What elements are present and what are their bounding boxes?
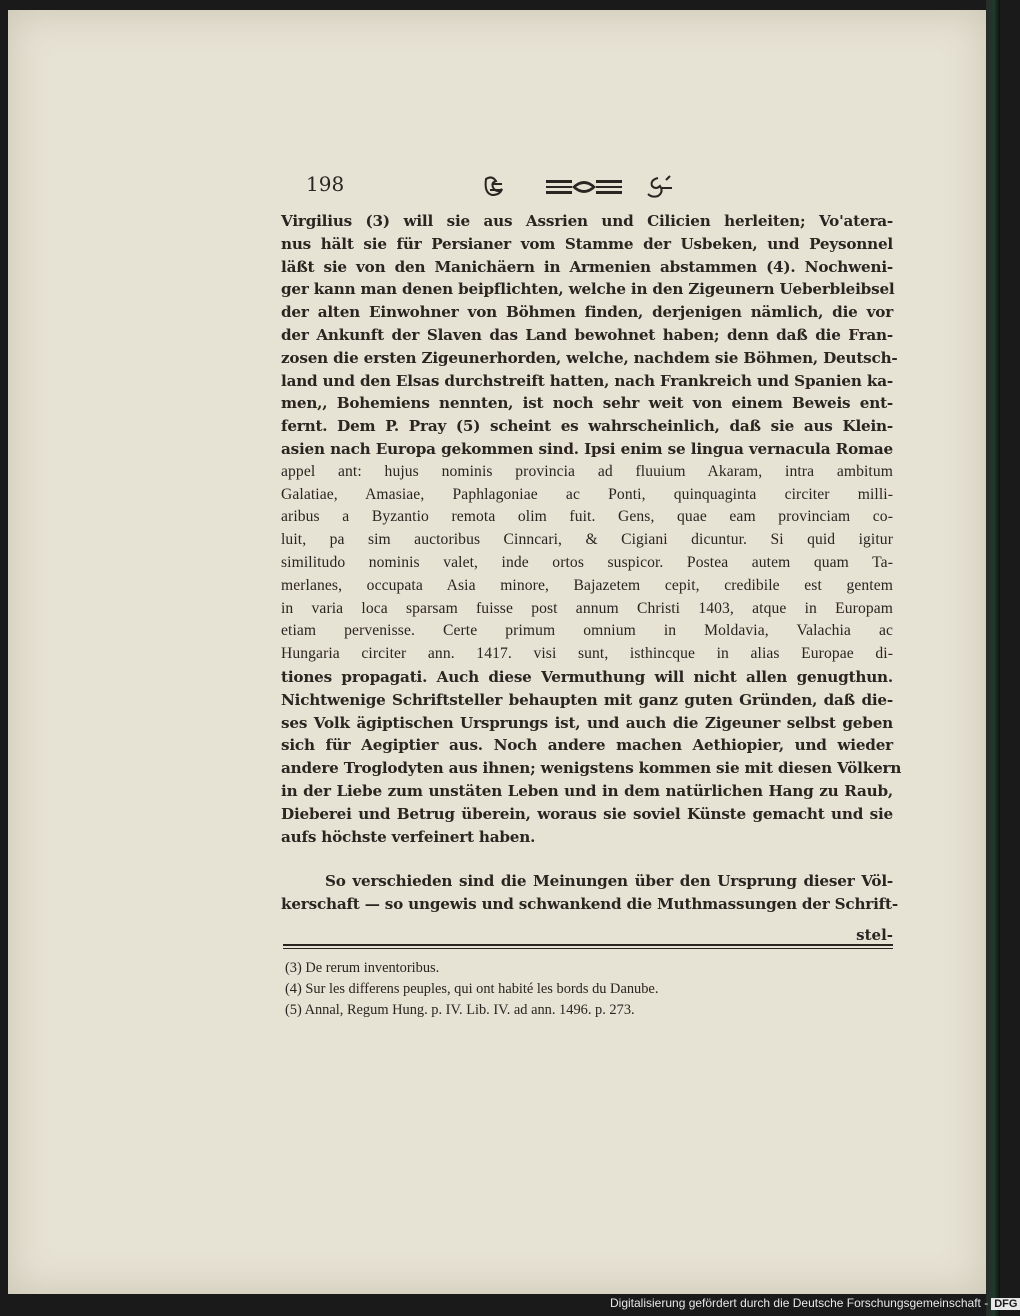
text-line: fernt. Dem P. Pray (5) scheint es wahrscheinlich, daß sie aus Klein-: [281, 417, 893, 436]
text-line: in varia loca sparsam fuisse post annum Christi 1403, atque in Europam: [281, 599, 893, 617]
text-line: land und den Elsas durchstreift hatten, nach Frankreich und Spanien ka-: [281, 371, 893, 390]
text-line: Hungaria circiter ann. 1417. visi sunt, isthincque in alias Europae di-: [281, 645, 893, 663]
footnotes: [285, 958, 845, 1021]
footnote-5: (5) Annal, Regum Hung. p. IV. Lib. IV. ad ann. 1496. p. 273.: [285, 1002, 635, 1018]
text-line: sich für Aegiptier aus. Noch andere machen Aethiopier, und wieder: [281, 736, 893, 755]
text-line: läßt sie von den Manichäern in Armenien abstammen (4). Nochweni-: [281, 257, 893, 276]
text-line: ses Volk ägiptischen Ursprungs ist, und auch die Zigeuner selbst geben: [281, 713, 893, 732]
text-line: similitudo nominis valet, inde ortos suspicor. Postea autem quam Ta-: [281, 553, 893, 571]
text-line: aufs höchste verfeinert haben.: [281, 827, 536, 846]
text-line: tiones propagati. Auch diese Vermuthung will nicht allen genugthun.: [281, 667, 893, 686]
text-line: men,, Bohemiens nennten, ist noch sehr weit von einem Beweis ent-: [281, 394, 893, 413]
text-line: Virgilius (3) will sie aus Assrien und Cilicien herleiten; Vo'atera-: [281, 212, 893, 230]
text-line: So verschieden sind die Meinungen über den Ursprung dieser Völ-: [325, 872, 893, 891]
text-line: zosen die ersten Zigeunerhorden, welche, nachdem sie Böhmen, Deutsch-: [281, 348, 898, 367]
text-line: Nichtwenige Schriftsteller behaupten mit ganz guten Gründen, daß die-: [281, 690, 893, 709]
digitization-credit: [610, 1296, 1018, 1310]
text-line: asien nach Europa gekommen sind. Ipsi enim se lingua vernacula Romae: [281, 439, 893, 458]
paragraph-1: [281, 210, 902, 848]
book-cover-edge: [986, 0, 1000, 1316]
text-line: in der Liebe zum unstäten Leben und in dem natürlichen Hang zu Raub,: [281, 781, 893, 800]
text-line: nus hält sie für Persianer vom Stamme der Usbeken, und Peysonnel: [281, 234, 893, 253]
main-text: [281, 210, 902, 916]
catchword: stel-: [856, 926, 893, 944]
text-line: merlanes, occupata Asia minore, Bajazetem cepit, credibile est gentem: [281, 576, 893, 594]
page-header: [306, 172, 686, 202]
text-line: Dieberei und Betrug überein, woraus sie soviel Künste gemacht und sie: [281, 804, 893, 823]
text-line: aribus a Byzantio remota olim fuit. Gens, quae eam provinciam co-: [281, 508, 893, 526]
text-line: appel ant: hujus nominis provincia ad fluuium Akaram, intra ambitum: [281, 462, 893, 480]
text-line: Galatiae, Amasiae, Paphlagoniae ac Ponti, quinquaginta circiter milli-: [281, 485, 893, 503]
text-line: der alten Einwohner von Böhmen finden, derjenigen nämlich, die vor: [281, 303, 893, 322]
text-line: der Ankunft der Slaven das Land bewohnet haben; denn daß die Fran-: [281, 325, 893, 344]
header-ornament-icon: [482, 174, 682, 200]
text-line: ger kann man denen beipflichten, welche in den Zigeunern Ueberbleibsel: [281, 280, 895, 299]
footnote-3: (3) De rerum inventoribus.: [285, 960, 440, 976]
dfg-logo: DFG: [991, 1298, 1020, 1310]
footnote-divider: [283, 944, 893, 949]
text-line: etiam pervenisse. Certe primum omnium in Moldavia, Valachia ac: [281, 622, 893, 640]
text-line: luit, pa sim auctoribus Cinncari, & Cigiani dicuntur. Si quid igitur: [281, 531, 893, 549]
credit-text: Digitalisierung gefördert durch die Deutsche Forschungsgemeinschaft -: [610, 1296, 989, 1310]
paragraph-gap: [281, 848, 893, 870]
text-line: andere Troglodyten aus ihnen; wenigstens kommen sie mit diesen Völkern: [281, 759, 902, 778]
paragraph-2: [281, 870, 898, 916]
footnote-4: (4) Sur les differens peuples, qui ont habité les bords du Danube.: [285, 981, 659, 997]
page-number: 198: [306, 172, 345, 196]
text-line: kerschaft — so ungewis und schwankend die Muthmassungen der Schrift-: [281, 895, 898, 914]
